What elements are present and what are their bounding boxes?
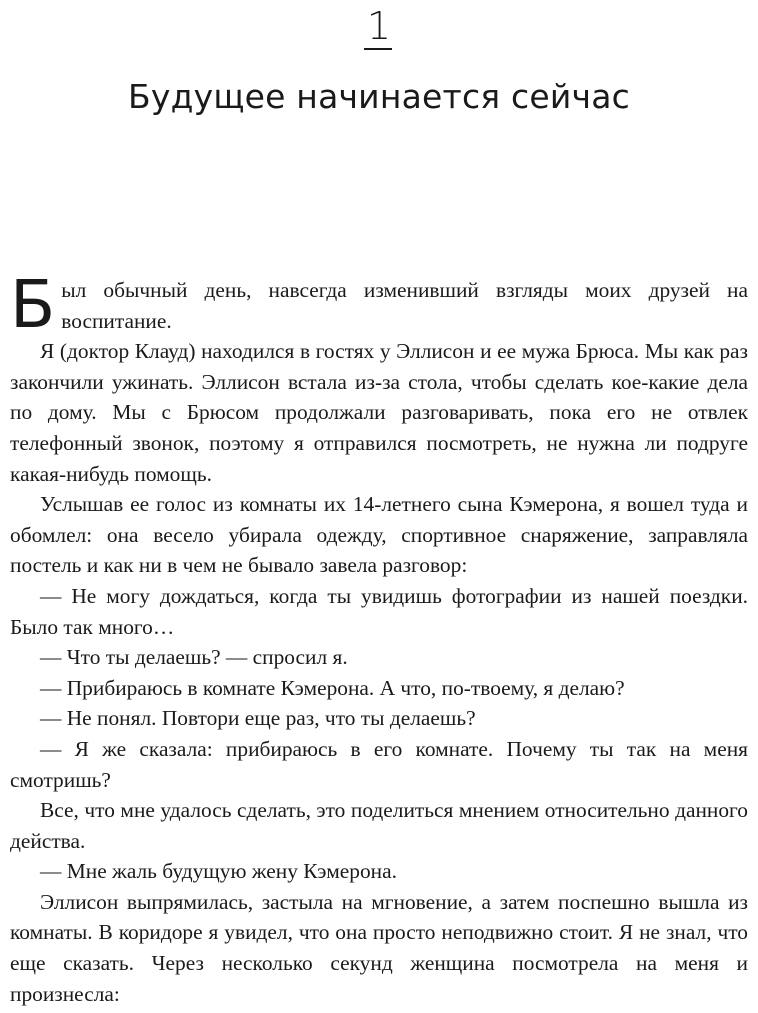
chapter-number: 1 <box>366 4 392 48</box>
dialogue-line: — Мне жаль будущую жену Кэмерона. <box>40 859 397 884</box>
paragraph: Услышав ее голос из комнаты их 14-летнего сына Кэмерона, я вошел туда и обомлел: она весело убирала одежду, спортивное снаряжение, заправляла постель и как ни в чем не бывало завела разговор: <box>10 492 748 578</box>
paragraph <box>10 266 748 343</box>
paragraph: Все, что мне удалось сделать, это поделиться мнением относительно данного действа. <box>10 798 748 853</box>
dialogue-line: — Что ты делаешь? — спросил я. <box>40 645 348 670</box>
dialogue-line: — Я же сказала: прибираюсь в его комнате. Почему ты так на меня смотришь? <box>10 736 748 792</box>
paragraph: Я (доктор Клауд) находился в гостях у Эллисон и ее мужа Брюса. Мы как раз закончили ужинать. Эллисон встала из-за стола, чтобы сделать кое-какие дела по дому. Мы с Брюсом продолжали разговаривать, пока его не отвлек телефонный звонок, поэтому я отправился посмотреть, не нужна ли подруге какая-нибудь помощь. <box>10 339 748 486</box>
chapter-title: Будущее начинается сейчас <box>128 77 630 116</box>
body-text <box>10 266 748 1009</box>
dialogue-line: — Не могу дождаться, когда ты увидишь фотографии из нашей поездки. Было так много… <box>10 583 748 639</box>
dialogue-line: — Не понял. Повтори еще раз, что ты делаешь? <box>40 706 476 731</box>
chapter-number-underline <box>364 48 392 50</box>
dialogue-line: — Прибираюсь в комнате Кэмерона. А что, по-твоему, я делаю? <box>40 675 625 700</box>
paragraph-text: ыл обычный день, навсегда изменивший взгляды моих друзей на воспитание. <box>61 278 748 333</box>
drop-cap: Б <box>10 266 56 343</box>
paragraph: Эллисон выпрямилась, застыла на мгновение, а затем поспешно вышла из комнаты. В коридоре я увидел, что она просто неподвижно стоит. Я не знал, что еще сказать. Через несколько секунд женщина посмотрела на меня и произнесла: <box>10 889 748 1006</box>
